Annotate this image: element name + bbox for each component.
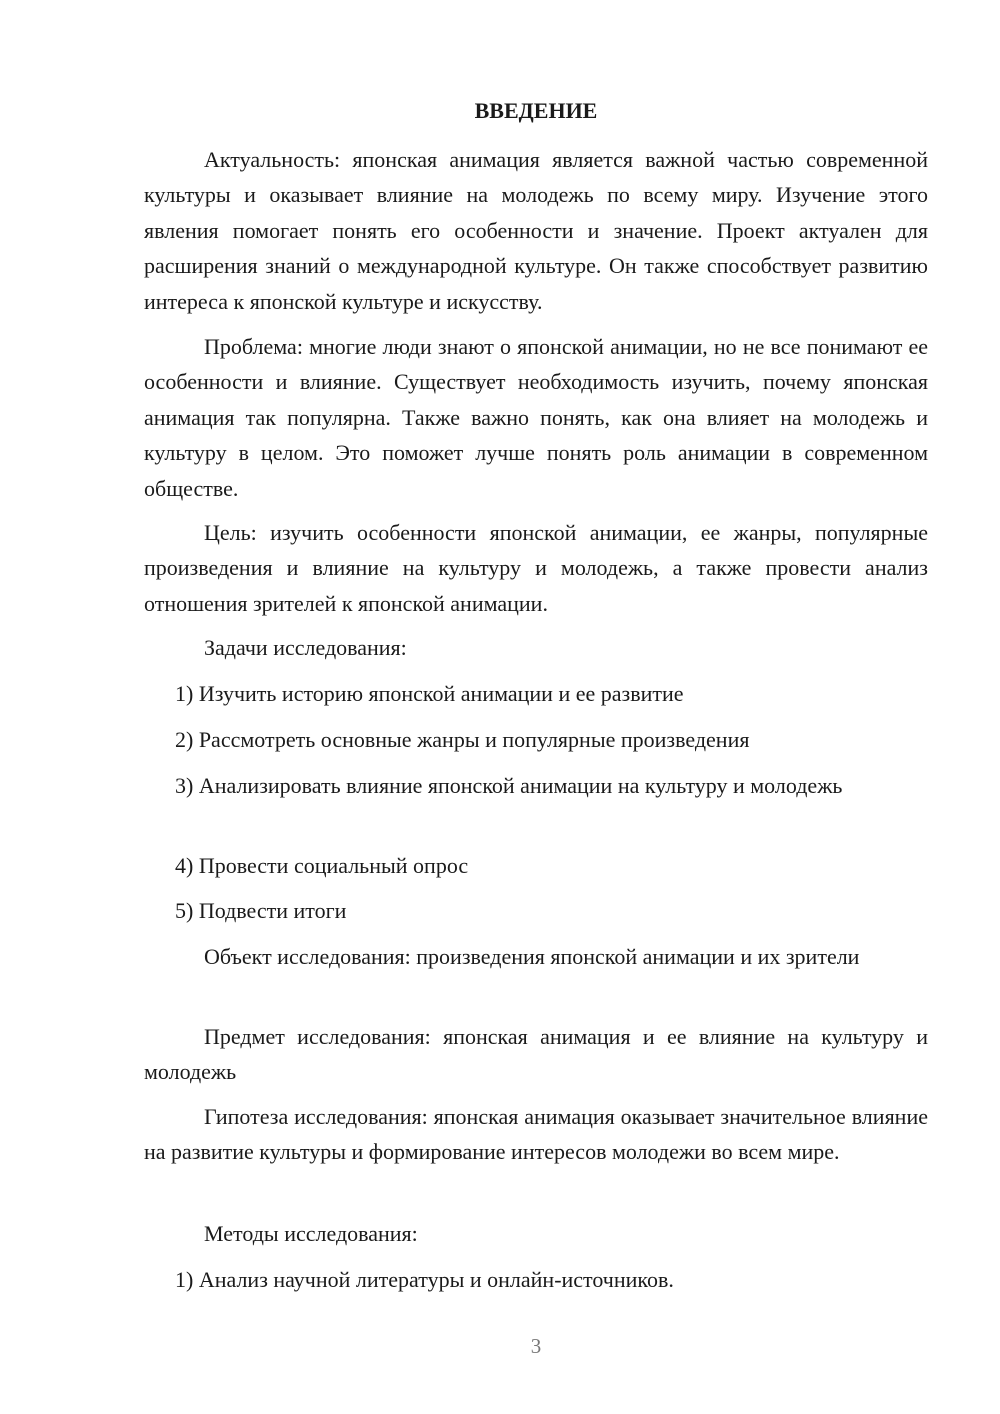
problem-paragraph: Проблема: многие люди знают о японской анимации, но не все понимают ее особенности и влияние. Существует необходимость изучить, почему японская анимация так популярна. Также важно понять, как она влияет на молодежь и культуру в целом. Это поможет лучше понять роль анимации в современном обществе. bbox=[144, 334, 928, 501]
hypothesis-paragraph: Гипотеза исследования: японская анимация оказывает значительное влияние на развитие культуры и формирование интересов молодежи во всем мире. bbox=[144, 1104, 928, 1165]
task-item: 2) Рассмотреть основные жанры и популярные произведения bbox=[175, 727, 750, 752]
task-item: 4) Провести социальный опрос bbox=[175, 853, 469, 878]
methods-heading: Методы исследования: bbox=[204, 1221, 418, 1246]
task-item: 5) Подвести итоги bbox=[175, 898, 347, 923]
page-number: 3 bbox=[530, 1334, 542, 1358]
tasks-heading: Задачи исследования: bbox=[204, 635, 407, 660]
object-paragraph: Объект исследования: произведения японской анимации и их зрители bbox=[204, 944, 860, 969]
section-heading: ВВЕДЕНИЕ bbox=[474, 98, 598, 123]
method-item: 1) Анализ научной литературы и онлайн-источников. bbox=[175, 1267, 674, 1292]
subject-paragraph: Предмет исследования: японская анимация и ее влияние на культуру и молодежь bbox=[144, 1024, 928, 1085]
task-item: 3) Анализировать влияние японской анимации на культуру и молодежь bbox=[175, 773, 843, 798]
relevance-paragraph: Актуальность: японская анимация является важной частью современной культуры и оказывает влияние на молодежь по всему миру. Изучение этого явления помогает понять его особенности и значение. Проект актуален для расширения знаний о международной культуре. Он также способствует развитию интереса к японской культуре и искусству. bbox=[144, 147, 928, 314]
task-item: 1) Изучить историю японской анимации и ее развитие bbox=[175, 681, 684, 706]
goal-paragraph: Цель: изучить особенности японской анимации, ее жанры, популярные произведения и влияние на культуру и молодежь, а также провести анализ отношения зрителей к японской анимации. bbox=[144, 520, 928, 616]
